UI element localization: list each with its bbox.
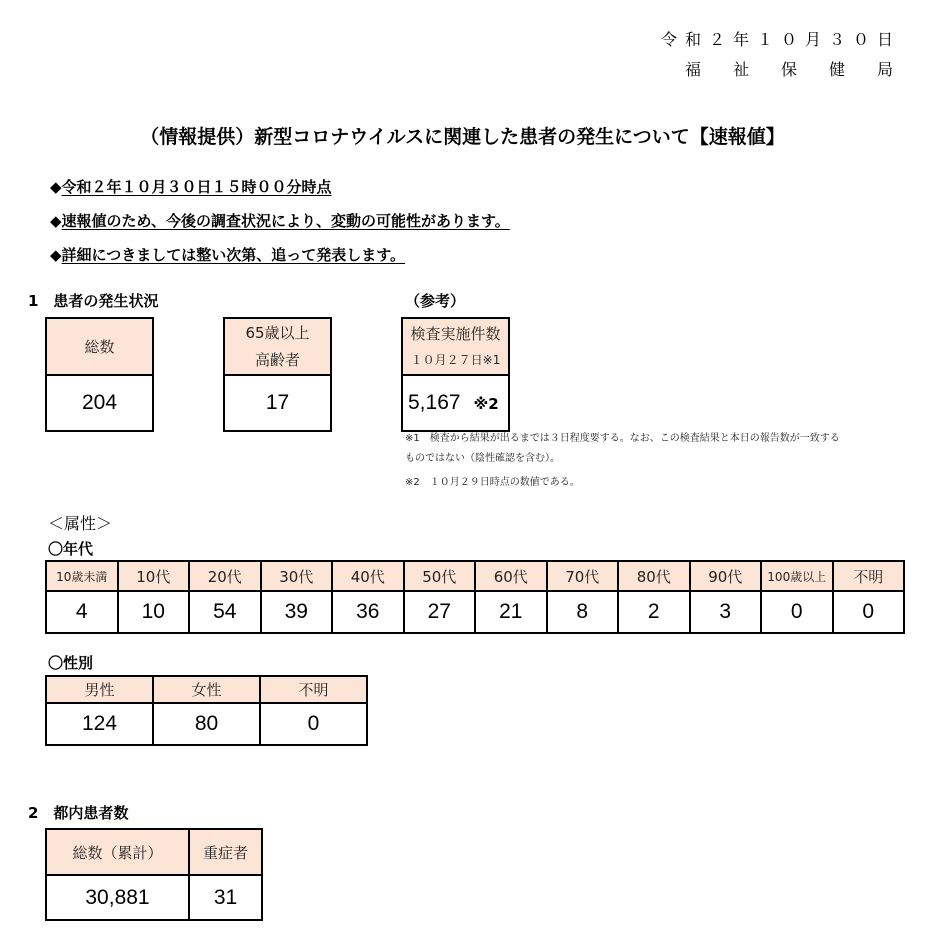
value-cell: 0: [761, 591, 833, 633]
elderly-value: 17: [224, 375, 331, 431]
elderly-patients-table: [223, 317, 332, 432]
tokyo-patients-table: [45, 828, 263, 921]
value-cell: 0: [260, 703, 367, 745]
header-cell: 100歳以上: [761, 561, 833, 591]
age-header-row: [46, 561, 904, 591]
section2-heading: 2 都内患者数: [28, 804, 129, 822]
total-value: 204: [46, 375, 153, 431]
value-cell: 3: [690, 591, 762, 633]
elderly-header: [224, 318, 331, 375]
tests-value-cell: [402, 375, 509, 431]
reference-heading: （参考）: [405, 292, 466, 310]
value-cell: 80: [153, 703, 260, 745]
page-title: （情報提供）新型コロナウイルスに関連した患者の発生について【速報値】: [140, 126, 785, 148]
header-cell: 10歳未満: [46, 561, 118, 591]
value-cell: 27: [404, 591, 476, 633]
header-cell: 男性: [46, 676, 153, 703]
bullet-marker: ◆: [50, 212, 62, 230]
sex-header-row: [46, 676, 367, 703]
header-cell: 60代: [475, 561, 547, 591]
footnote-1b: ものではない（陰性確認を含む）。: [405, 453, 560, 464]
age-value-row: [46, 591, 904, 633]
tests-footnote-mark: ※2: [473, 395, 499, 413]
attributes-heading: ＜属性＞: [48, 514, 113, 533]
sex-value-row: [46, 703, 367, 745]
issuing-bureau: 福 祉 保 健 局: [684, 60, 901, 79]
bullet-marker: ◆: [50, 178, 62, 196]
value-cell: 8: [547, 591, 619, 633]
elderly-header-line2: 高齢者: [254, 350, 300, 369]
bullet-preliminary-notice: [50, 210, 510, 231]
tests-header: [402, 318, 509, 375]
severe-cases-value: 31: [189, 875, 262, 920]
tests-header-line2: １０月２７日※1: [410, 352, 501, 367]
bullet-text: 詳細につきましては整い次第、追って発表します。: [61, 246, 406, 264]
value-cell: 54: [189, 591, 261, 633]
value-cell: 36: [332, 591, 404, 633]
elderly-header-line1: 65歳以上: [245, 323, 310, 342]
header-cell: 50代: [404, 561, 476, 591]
section1-heading: 1 患者の発生状況: [28, 292, 159, 310]
sex-heading: 〇性別: [48, 654, 94, 672]
value-cell: 124: [46, 703, 153, 745]
bullet-timestamp: [50, 176, 332, 197]
value-cell: 2: [618, 591, 690, 633]
sex-table: [45, 675, 368, 746]
bullet-text: 速報値のため、今後の調査状況により、変動の可能性があります。: [61, 212, 510, 230]
value-cell: 21: [475, 591, 547, 633]
tests-header-line1: 検査実施件数: [410, 324, 501, 343]
header-cell: 70代: [547, 561, 619, 591]
value-cell: 0: [833, 591, 905, 633]
cumulative-total-value: 30,881: [46, 875, 189, 920]
bullet-text: 令和２年１０月３０日１５時００分時点: [61, 178, 332, 196]
header-cell: 女性: [153, 676, 260, 703]
value-cell: 39: [261, 591, 333, 633]
header-cell: 30代: [261, 561, 333, 591]
header-cell: 不明: [260, 676, 367, 703]
tests-performed-table: [401, 317, 510, 432]
total-header: 総数: [46, 318, 153, 375]
bullet-marker: ◆: [50, 246, 62, 264]
footnote-1a: ※1 検査から結果が出るまでは３日程度要する。なお、この検査結果と本日の報告数が一致する: [405, 433, 840, 444]
header-cell: 不明: [833, 561, 905, 591]
header-cell: 20代: [189, 561, 261, 591]
severe-cases-header: 重症者: [189, 829, 262, 875]
report-date: 令和２年１０月３０日: [660, 30, 901, 49]
header-cell: 40代: [332, 561, 404, 591]
header-cell: 80代: [618, 561, 690, 591]
age-heading: 〇年代: [48, 540, 94, 558]
total-patients-table: [45, 317, 154, 432]
value-cell: 10: [118, 591, 190, 633]
tests-value: 5,167: [408, 391, 461, 414]
footnote-2: ※2 １０月２９日時点の数値である。: [405, 477, 580, 488]
bullet-details-notice: [50, 244, 405, 265]
age-group-table: [45, 560, 905, 634]
header-cell: 90代: [690, 561, 762, 591]
value-cell: 4: [46, 591, 118, 633]
header-cell: 10代: [118, 561, 190, 591]
cumulative-total-header: 総数（累計）: [46, 829, 189, 875]
